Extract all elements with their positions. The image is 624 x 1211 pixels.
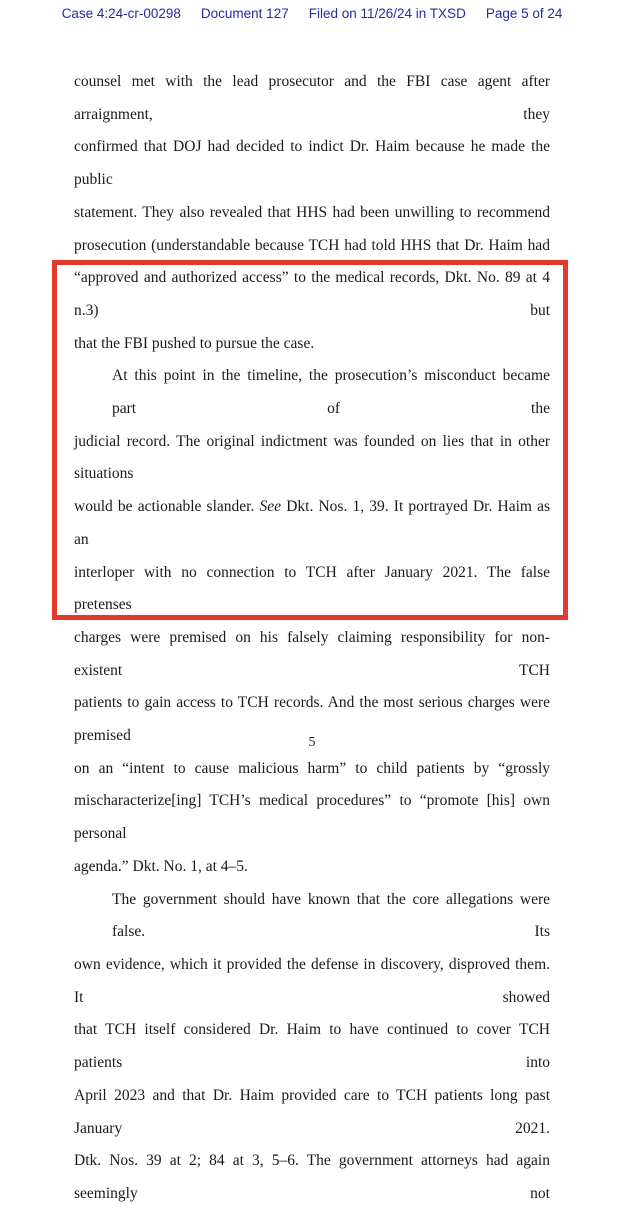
- text-line: prosecution (understandable because TCH had told HHS that Dr. Haim had: [74, 236, 550, 254]
- filed-date: Filed on 11/26/24 in TXSD: [308, 6, 466, 21]
- page-number: 5: [308, 735, 316, 750]
- page-indicator: Page 5 of 24: [485, 6, 563, 21]
- document-body: [74, 66, 550, 1211]
- text-line: confirmed that DOJ had decided to indict Dr. Haim because he made the public: [74, 138, 550, 189]
- text-line: mischaracterize[ing] TCH’s medical procedures” to “promote [his] own personal: [74, 792, 550, 843]
- text-line: that TCH itself considered Dr. Haim to have continued to cover TCH patients into: [74, 1021, 550, 1072]
- text-line: The government should have known that the core allegations were false. Its: [112, 890, 550, 941]
- docket-header: [0, 6, 624, 21]
- text-line-with-citation: [74, 491, 550, 556]
- paragraph-3: [74, 884, 550, 1211]
- citation-signal: See: [259, 498, 282, 516]
- text-line: At this point in the timeline, the prosecution’s misconduct became part of the: [112, 367, 550, 418]
- paragraph-2: [74, 360, 550, 883]
- text-segment: would be actionable slander.: [74, 498, 255, 516]
- text-line: charges were premised on his falsely claiming responsibility for non-existent TCH: [74, 628, 550, 679]
- text-line: patients to gain access to TCH records. And the most serious charges were premised: [74, 694, 550, 745]
- text-segment: Dkt. Nos. 1, 39. It portrayed Dr. Haim as an: [74, 498, 551, 548]
- text-line: agenda.” Dkt. No. 1, at 4–5.: [74, 857, 248, 875]
- text-line: Dtk. Nos. 39 at 2; 84 at 3, 5–6. The government attorneys had again seemingly not: [74, 1152, 550, 1202]
- document-number: Document 127: [200, 6, 289, 21]
- text-line: “approved and authorized access” to the medical records, Dkt. No. 89 at 4 n.3) but: [74, 269, 550, 319]
- paragraph-1: [74, 66, 550, 360]
- text-line: judicial record. The original indictment was founded on lies that in other situations: [74, 432, 550, 483]
- text-line: that the FBI pushed to pursue the case.: [74, 334, 315, 352]
- text-line: April 2023 and that Dr. Haim provided care to TCH patients long past January 2021.: [74, 1086, 550, 1137]
- text-line: interloper with no connection to TCH after January 2021. The false pretenses: [74, 563, 550, 614]
- text-line: statement. They also revealed that HHS had been unwilling to recommend: [74, 203, 550, 221]
- case-number: Case 4:24-cr-00298: [61, 6, 181, 21]
- text-line: own evidence, which it provided the defense in discovery, disproved them. It showed: [74, 955, 550, 1006]
- text-line: counsel met with the lead prosecutor and the FBI case agent after arraignment, they: [74, 73, 550, 123]
- text-line: on an “intent to cause malicious harm” to child patients by “grossly: [74, 759, 550, 777]
